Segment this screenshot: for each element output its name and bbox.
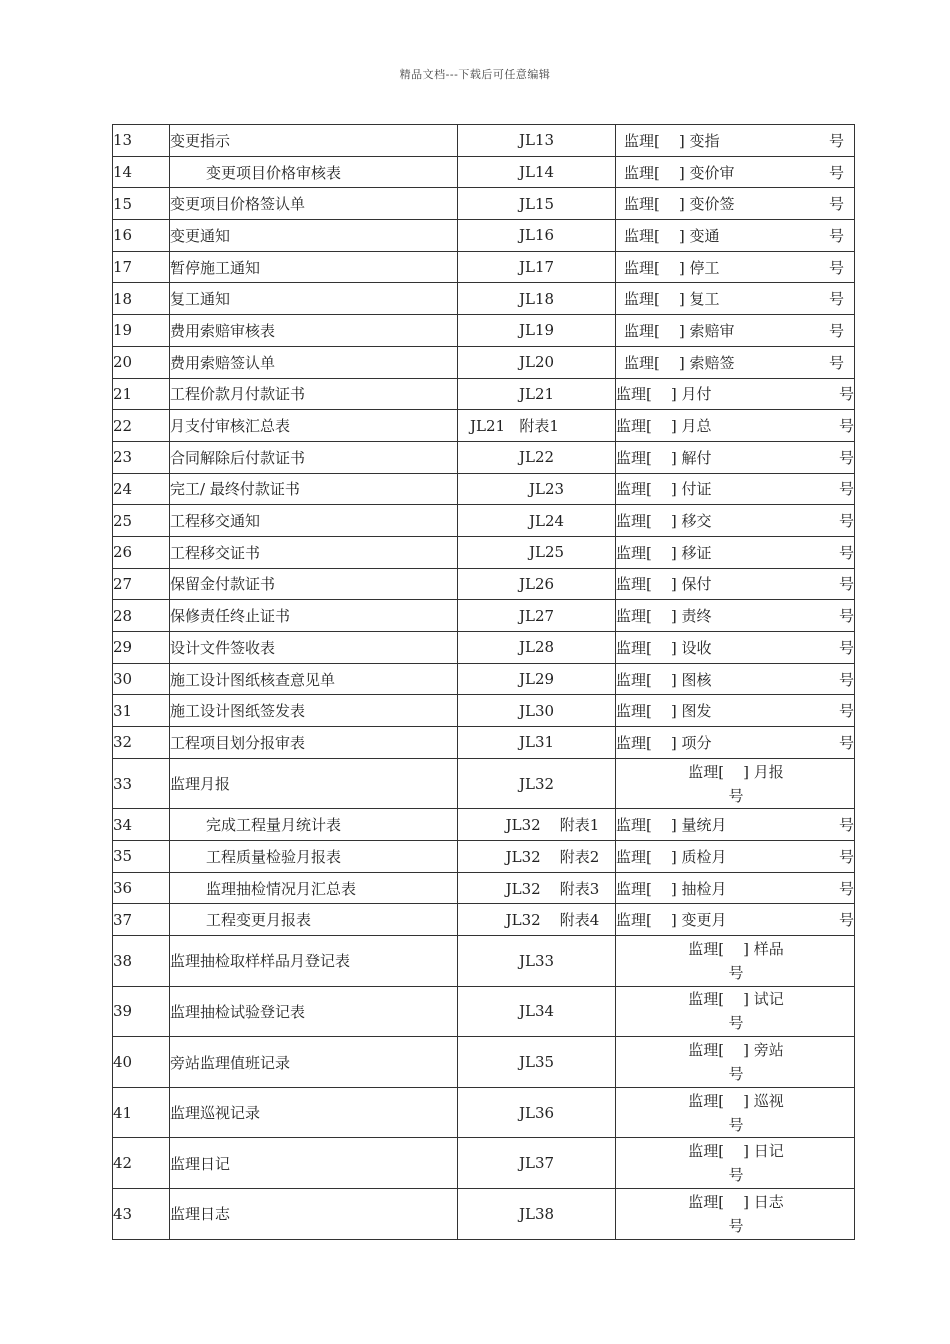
form-code: JL16: [518, 226, 555, 245]
form-code: JL32 附表3: [505, 879, 600, 898]
reference-suffix: 号: [828, 195, 844, 214]
reference-suffix: 号: [828, 321, 844, 340]
reference-suffix: 号: [728, 1014, 744, 1033]
reference-prefix: 监理[ ] 月付: [616, 385, 712, 404]
table-row: [113, 904, 855, 936]
table-body: [113, 125, 855, 1240]
form-code: JL19: [518, 321, 555, 340]
reference-prefix: 监理[ ] 责终: [616, 607, 712, 626]
form-name: 费用索赔签认单: [170, 346, 458, 378]
table-row: [113, 663, 855, 695]
form-name: 设计文件签收表: [170, 632, 458, 664]
row-number: 28: [113, 600, 170, 632]
reference-suffix: 号: [838, 733, 854, 752]
reference-cell: [616, 809, 855, 841]
reference-cell: [616, 156, 855, 188]
table-row: [113, 346, 855, 378]
reference-cell: [616, 1189, 855, 1240]
reference-suffix: 号: [838, 638, 854, 657]
table-row: [113, 251, 855, 283]
form-code: JL21: [518, 384, 555, 403]
reference-prefix: 监理[ ] 日记: [688, 1142, 784, 1161]
table-row: [113, 600, 855, 632]
table-row: [113, 536, 855, 568]
table-row: [113, 841, 855, 873]
row-number: 23: [113, 441, 170, 473]
form-code: JL32 附表2: [505, 847, 600, 866]
reference-prefix: 监理[ ] 移证: [616, 543, 712, 562]
form-code: JL32 附表4: [505, 911, 600, 930]
reference-prefix: 监理[ ] 变指: [624, 131, 720, 150]
table-row: [113, 936, 855, 987]
reference-prefix: 监理[ ] 样品: [688, 939, 784, 958]
reference-prefix: 监理[ ] 试记: [688, 990, 784, 1009]
form-name: 监理日志: [170, 1189, 458, 1240]
reference-cell: [616, 904, 855, 936]
table-row: [113, 378, 855, 410]
reference-prefix: 监理[ ] 变价审: [624, 163, 735, 182]
form-code-cell: [458, 220, 616, 252]
reference-prefix: 监理[ ] 复工: [624, 290, 720, 309]
reference-cell: [616, 1037, 855, 1088]
form-name: 工程价款月付款证书: [170, 378, 458, 410]
row-number: 29: [113, 632, 170, 664]
reference-prefix: 监理[ ] 项分: [616, 733, 712, 752]
form-name: 监理巡视记录: [170, 1087, 458, 1138]
table-row: [113, 758, 855, 809]
form-code-cell: [458, 809, 616, 841]
row-number: 26: [113, 536, 170, 568]
form-code-cell: [458, 600, 616, 632]
reference-suffix: 号: [728, 1216, 744, 1235]
form-name: 监理抽检试验登记表: [170, 986, 458, 1037]
form-code: JL21 附表1: [470, 417, 559, 436]
reference-suffix: 号: [838, 816, 854, 835]
table-row: [113, 1189, 855, 1240]
row-number: 22: [113, 410, 170, 442]
reference-prefix: 监理[ ] 解付: [616, 448, 712, 467]
form-name: 监理月报: [170, 758, 458, 809]
reference-suffix: 号: [838, 670, 854, 689]
reference-cell: [616, 600, 855, 632]
reference-prefix: 监理[ ] 量统月: [616, 816, 727, 835]
form-code-cell: [458, 663, 616, 695]
reference-cell: [616, 1087, 855, 1138]
reference-cell: [616, 986, 855, 1037]
reference-prefix: 监理[ ] 抽检月: [616, 879, 727, 898]
table-row: [113, 473, 855, 505]
table-row: [113, 156, 855, 188]
table-row: [113, 1087, 855, 1138]
form-code-cell: [458, 727, 616, 759]
reference-prefix: 监理[ ] 索赔签: [624, 353, 735, 372]
table-row: [113, 505, 855, 537]
reference-suffix: 号: [838, 702, 854, 721]
form-name: 监理抽检取样样品月登记表: [170, 936, 458, 987]
form-name: 变更通知: [170, 220, 458, 252]
reference-cell: [616, 505, 855, 537]
reference-suffix: 号: [838, 448, 854, 467]
form-name: 工程移交证书: [170, 536, 458, 568]
row-number: 38: [113, 936, 170, 987]
row-number: 18: [113, 283, 170, 315]
table-row: [113, 809, 855, 841]
form-name: 完工/ 最终付款证书: [170, 473, 458, 505]
form-code-cell: [458, 632, 616, 664]
reference-cell: [616, 695, 855, 727]
reference-suffix: 号: [728, 963, 744, 982]
form-code: JL35: [518, 1053, 555, 1072]
form-name: 旁站监理值班记录: [170, 1037, 458, 1088]
row-number: 13: [113, 125, 170, 157]
reference-suffix: 号: [728, 1166, 744, 1185]
table-row: [113, 220, 855, 252]
row-number: 37: [113, 904, 170, 936]
form-code: JL24: [528, 511, 565, 530]
form-code: JL32 附表1: [505, 816, 600, 835]
reference-suffix: 号: [838, 385, 854, 404]
form-code-cell: [458, 1189, 616, 1240]
table-row: [113, 1037, 855, 1088]
reference-cell: [616, 1138, 855, 1189]
form-code: JL37: [518, 1154, 555, 1173]
form-code-cell: [458, 695, 616, 727]
reference-cell: [616, 188, 855, 220]
reference-cell: [616, 758, 855, 809]
form-code: JL15: [518, 194, 555, 213]
reference-suffix: 号: [838, 607, 854, 626]
reference-prefix: 监理[ ] 变价签: [624, 195, 735, 214]
reference-suffix: 号: [728, 786, 744, 805]
form-code-cell: [458, 315, 616, 347]
reference-suffix: 号: [828, 353, 844, 372]
row-number: 25: [113, 505, 170, 537]
row-number: 21: [113, 378, 170, 410]
form-name: 工程质量检验月报表: [170, 841, 458, 873]
form-name: 工程移交通知: [170, 505, 458, 537]
table-row: [113, 125, 855, 157]
table-row: [113, 632, 855, 664]
reference-cell: [616, 220, 855, 252]
form-code-cell: [458, 1138, 616, 1189]
form-code: JL20: [518, 353, 555, 372]
form-code: JL31: [518, 733, 555, 752]
reference-prefix: 监理[ ] 变通: [624, 226, 720, 245]
form-code: JL26: [518, 574, 555, 593]
reference-prefix: 监理[ ] 日志: [688, 1192, 784, 1211]
reference-prefix: 监理[ ] 付证: [616, 480, 712, 499]
table-row: [113, 568, 855, 600]
row-number: 42: [113, 1138, 170, 1189]
table-row: [113, 410, 855, 442]
form-code-cell: [458, 1037, 616, 1088]
form-code: JL34: [518, 1002, 555, 1021]
row-number: 15: [113, 188, 170, 220]
row-number: 35: [113, 841, 170, 873]
row-number: 40: [113, 1037, 170, 1088]
form-code: JL14: [518, 163, 555, 182]
form-name: 复工通知: [170, 283, 458, 315]
form-name: 监理抽检情况月汇总表: [170, 872, 458, 904]
row-number: 17: [113, 251, 170, 283]
form-code-cell: [458, 1087, 616, 1138]
table-row: [113, 188, 855, 220]
form-code: JL30: [518, 701, 555, 720]
reference-cell: [616, 125, 855, 157]
reference-cell: [616, 536, 855, 568]
reference-cell: [616, 346, 855, 378]
form-code-cell: [458, 758, 616, 809]
form-code: JL33: [518, 951, 555, 970]
row-number: 39: [113, 986, 170, 1037]
reference-suffix: 号: [828, 258, 844, 277]
form-code-cell: [458, 505, 616, 537]
table-row: [113, 441, 855, 473]
form-name: 暂停施工通知: [170, 251, 458, 283]
reference-prefix: 监理[ ] 巡视: [688, 1091, 784, 1110]
row-number: 31: [113, 695, 170, 727]
row-number: 43: [113, 1189, 170, 1240]
reference-suffix: 号: [838, 543, 854, 562]
reference-suffix: 号: [728, 1065, 744, 1084]
reference-prefix: 监理[ ] 月报: [688, 762, 784, 781]
reference-prefix: 监理[ ] 索赔审: [624, 321, 735, 340]
reference-cell: [616, 841, 855, 873]
form-code-cell: [458, 841, 616, 873]
form-name: 保修责任终止证书: [170, 600, 458, 632]
form-code: JL38: [518, 1204, 555, 1223]
reference-prefix: 监理[ ] 移交: [616, 512, 712, 531]
reference-cell: [616, 441, 855, 473]
table-row: [113, 315, 855, 347]
reference-cell: [616, 872, 855, 904]
row-number: 34: [113, 809, 170, 841]
row-number: 36: [113, 872, 170, 904]
reference-suffix: 号: [838, 879, 854, 898]
form-name: 监理日记: [170, 1138, 458, 1189]
form-name: 合同解除后付款证书: [170, 441, 458, 473]
table-row: [113, 1138, 855, 1189]
reference-suffix: 号: [828, 290, 844, 309]
reference-suffix: 号: [838, 847, 854, 866]
reference-prefix: 监理[ ] 图核: [616, 670, 712, 689]
form-code-cell: [458, 156, 616, 188]
row-number: 30: [113, 663, 170, 695]
row-number: 19: [113, 315, 170, 347]
reference-cell: [616, 473, 855, 505]
form-code: JL32: [518, 774, 555, 793]
form-index-table: [112, 124, 855, 1240]
reference-suffix: 号: [838, 575, 854, 594]
form-code-cell: [458, 125, 616, 157]
form-name: 完成工程量月统计表: [170, 809, 458, 841]
reference-suffix: 号: [838, 417, 854, 436]
form-code-cell: [458, 346, 616, 378]
reference-cell: [616, 936, 855, 987]
form-name: 变更指示: [170, 125, 458, 157]
reference-cell: [616, 632, 855, 664]
row-number: 16: [113, 220, 170, 252]
reference-suffix: 号: [838, 911, 854, 930]
reference-suffix: 号: [828, 163, 844, 182]
reference-cell: [616, 378, 855, 410]
form-code: JL17: [518, 258, 555, 277]
table-row: [113, 872, 855, 904]
form-code-cell: [458, 283, 616, 315]
form-code: JL29: [518, 670, 555, 689]
form-name: 保留金付款证书: [170, 568, 458, 600]
row-number: 20: [113, 346, 170, 378]
form-code: JL22: [518, 448, 555, 467]
form-code: JL18: [518, 289, 555, 308]
form-code-cell: [458, 378, 616, 410]
page-header: 精品文档---下载后可任意编辑: [399, 68, 551, 81]
table-row: [113, 283, 855, 315]
reference-cell: [616, 410, 855, 442]
reference-suffix: 号: [838, 512, 854, 531]
row-number: 33: [113, 758, 170, 809]
reference-prefix: 监理[ ] 旁站: [688, 1041, 784, 1060]
form-code: JL28: [518, 638, 555, 657]
reference-prefix: 监理[ ] 质检月: [616, 847, 727, 866]
reference-prefix: 监理[ ] 停工: [624, 258, 720, 277]
form-name: 工程变更月报表: [170, 904, 458, 936]
reference-cell: [616, 568, 855, 600]
reference-prefix: 监理[ ] 图发: [616, 702, 712, 721]
form-name: 费用索赔审核表: [170, 315, 458, 347]
reference-cell: [616, 315, 855, 347]
form-code-cell: [458, 568, 616, 600]
form-code-cell: [458, 872, 616, 904]
row-number: 27: [113, 568, 170, 600]
reference-suffix: 号: [728, 1115, 744, 1134]
reference-prefix: 监理[ ] 月总: [616, 417, 712, 436]
reference-suffix: 号: [828, 131, 844, 150]
reference-suffix: 号: [828, 226, 844, 245]
form-code: JL23: [528, 479, 565, 498]
form-code: JL36: [518, 1103, 555, 1122]
form-code-cell: [458, 473, 616, 505]
form-code: JL13: [518, 131, 555, 150]
form-name: 月支付审核汇总表: [170, 410, 458, 442]
reference-cell: [616, 663, 855, 695]
form-name: 施工设计图纸核查意见单: [170, 663, 458, 695]
row-number: 14: [113, 156, 170, 188]
form-code-cell: [458, 441, 616, 473]
table-row: [113, 986, 855, 1037]
form-name: 变更项目价格签认单: [170, 188, 458, 220]
reference-prefix: 监理[ ] 保付: [616, 575, 712, 594]
row-number: 24: [113, 473, 170, 505]
reference-suffix: 号: [838, 480, 854, 499]
reference-cell: [616, 283, 855, 315]
form-code: JL25: [528, 543, 565, 562]
reference-cell: [616, 727, 855, 759]
row-number: 41: [113, 1087, 170, 1138]
reference-cell: [616, 251, 855, 283]
table-row: [113, 695, 855, 727]
row-number: 32: [113, 727, 170, 759]
form-code-cell: [458, 536, 616, 568]
form-code-cell: [458, 251, 616, 283]
form-code-cell: [458, 410, 616, 442]
reference-prefix: 监理[ ] 变更月: [616, 911, 727, 930]
form-code-cell: [458, 936, 616, 987]
form-code-cell: [458, 188, 616, 220]
form-code: JL27: [518, 606, 555, 625]
table-row: [113, 727, 855, 759]
form-code-cell: [458, 986, 616, 1037]
form-name: 施工设计图纸签发表: [170, 695, 458, 727]
reference-prefix: 监理[ ] 设收: [616, 638, 712, 657]
form-code-cell: [458, 904, 616, 936]
form-name: 工程项目划分报审表: [170, 727, 458, 759]
form-name: 变更项目价格审核表: [170, 156, 458, 188]
